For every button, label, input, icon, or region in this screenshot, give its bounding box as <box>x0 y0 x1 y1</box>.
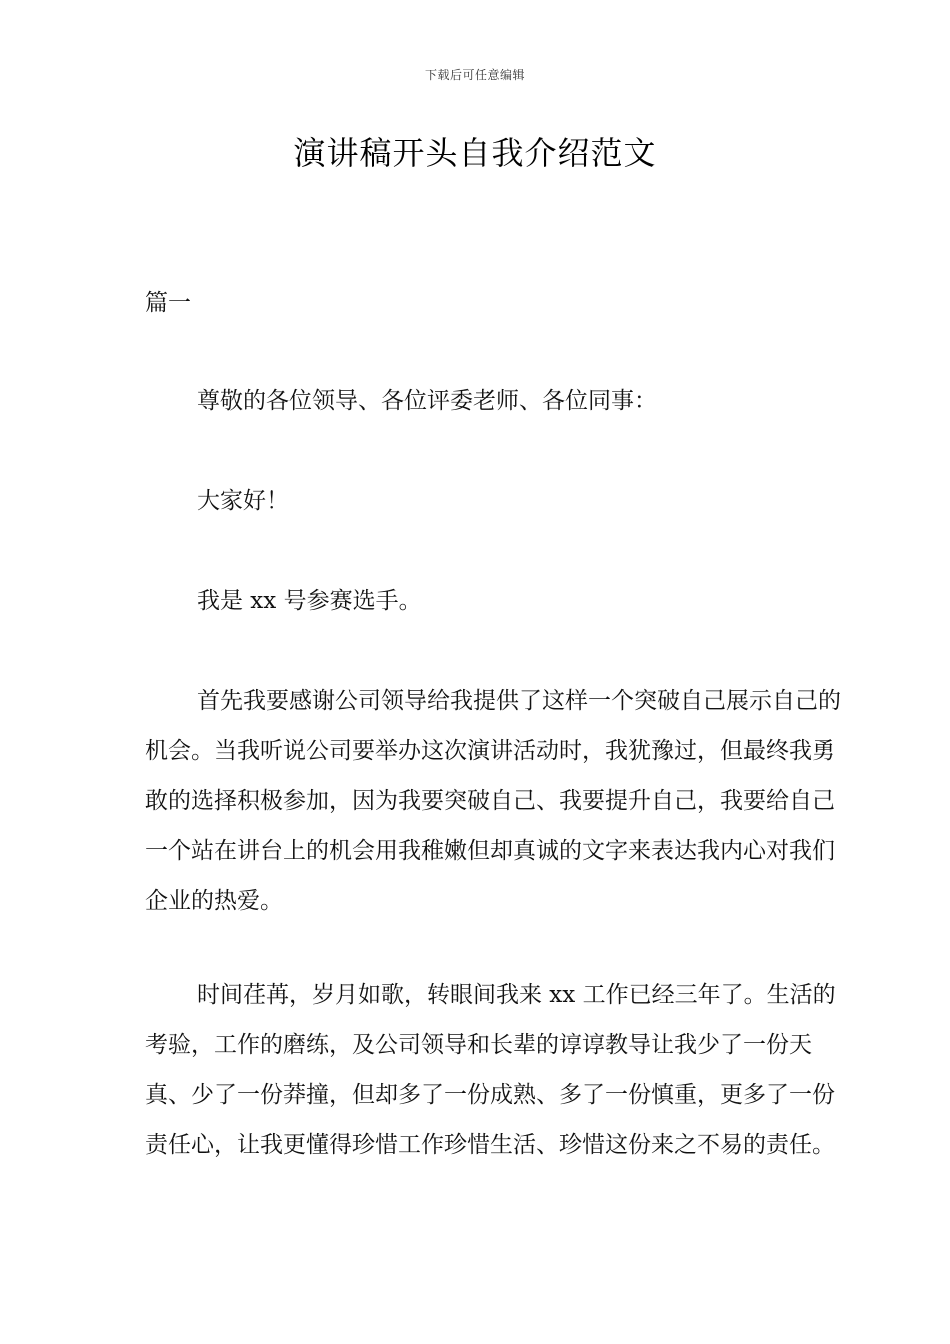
paragraph-time: 时间荏苒，岁月如歌，转眼间我来 xx 工作已经三年了。生活的考验，工作的磨练，及公司领导和长辈的谆谆教导让我少了一份天真、少了一份莽撞，但却多了一份成熟、多了一份慎重，更多了一份责任心，让我更懂得珍惜工作珍惜生活、珍惜这份来之不易的责任。 <box>145 982 836 1158</box>
header-note: 下载后可任意编辑 <box>424 68 525 82</box>
paragraph-greeting: 尊敬的各位领导、各位评委老师、各位同事： <box>197 388 657 414</box>
paragraph-thanks: 首先我要感谢公司领导给我提供了这样一个突破自己展示自己的机会。当我听说公司要举办这次演讲活动时，我犹豫过，但最终我勇敢的选择积极参加，因为我要突破自己、我要提升自己，我要给自己一个站在讲台上的机会用我稚嫩但却真诚的文字来表达我内心对我们企业的热爱。 <box>145 688 841 914</box>
paragraph-intro: 我是 xx 号参赛选手。 <box>197 588 422 614</box>
section-heading: 篇一 <box>145 290 191 316</box>
document-title: 演讲稿开头自我介绍范文 <box>293 134 657 172</box>
paragraph-hello: 大家好！ <box>197 488 289 514</box>
